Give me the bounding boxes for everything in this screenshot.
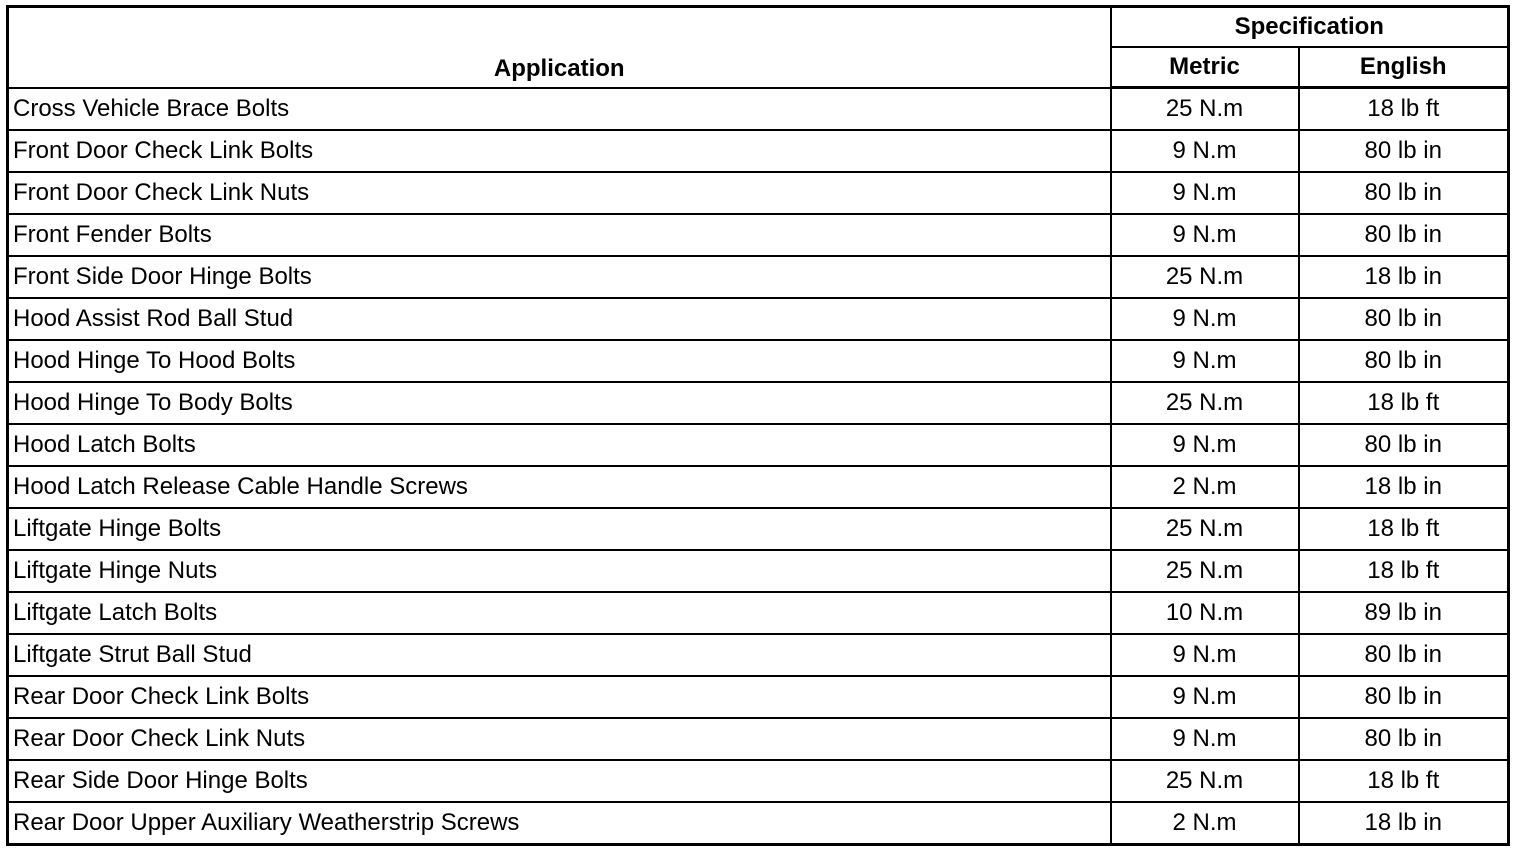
english-torque-cell: 18 lb in (1299, 802, 1509, 845)
application-cell: Rear Door Check Link Bolts (8, 676, 1111, 718)
metric-torque-cell: 25 N.m (1111, 382, 1299, 424)
table-row (8, 298, 1509, 340)
metric-torque-cell: 9 N.m (1111, 634, 1299, 676)
application-cell: Front Side Door Hinge Bolts (8, 256, 1111, 298)
english-torque-cell: 80 lb in (1299, 214, 1509, 256)
application-cell: Hood Hinge To Hood Bolts (8, 340, 1111, 382)
table-row (8, 424, 1509, 466)
metric-torque-cell: 9 N.m (1111, 172, 1299, 214)
metric-torque-cell: 9 N.m (1111, 424, 1299, 466)
application-cell: Hood Assist Rod Ball Stud (8, 298, 1111, 340)
application-cell: Hood Latch Release Cable Handle Screws (8, 466, 1111, 508)
table-header (8, 7, 1509, 88)
metric-torque-cell: 10 N.m (1111, 592, 1299, 634)
application-cell: Liftgate Strut Ball Stud (8, 634, 1111, 676)
metric-torque-cell: 2 N.m (1111, 466, 1299, 508)
application-cell: Rear Door Upper Auxiliary Weatherstrip Screws (8, 802, 1111, 845)
metric-torque-cell: 9 N.m (1111, 676, 1299, 718)
table-row (8, 172, 1509, 214)
english-torque-cell: 18 lb ft (1299, 550, 1509, 592)
table-row (8, 550, 1509, 592)
application-cell: Rear Side Door Hinge Bolts (8, 760, 1111, 802)
metric-torque-cell: 2 N.m (1111, 802, 1299, 845)
metric-torque-cell: 9 N.m (1111, 340, 1299, 382)
table-row (8, 382, 1509, 424)
table-row (8, 676, 1509, 718)
application-column-header: Application (8, 7, 1111, 88)
english-torque-cell: 80 lb in (1299, 718, 1509, 760)
table-row (8, 214, 1509, 256)
english-torque-cell: 80 lb in (1299, 424, 1509, 466)
metric-torque-cell: 25 N.m (1111, 256, 1299, 298)
header-row-top (8, 7, 1509, 48)
metric-torque-cell: 9 N.m (1111, 718, 1299, 760)
table-row (8, 508, 1509, 550)
table-body (8, 88, 1509, 845)
english-torque-cell: 18 lb in (1299, 256, 1509, 298)
table-row (8, 802, 1509, 845)
metric-torque-cell: 9 N.m (1111, 298, 1299, 340)
table-row (8, 634, 1509, 676)
english-torque-cell: 18 lb ft (1299, 508, 1509, 550)
application-cell: Front Door Check Link Nuts (8, 172, 1111, 214)
english-torque-cell: 80 lb in (1299, 172, 1509, 214)
metric-torque-cell: 9 N.m (1111, 214, 1299, 256)
application-cell: Liftgate Hinge Bolts (8, 508, 1111, 550)
application-cell: Liftgate Hinge Nuts (8, 550, 1111, 592)
application-cell: Cross Vehicle Brace Bolts (8, 88, 1111, 131)
english-torque-cell: 80 lb in (1299, 634, 1509, 676)
metric-column-header: Metric (1111, 47, 1299, 88)
english-torque-cell: 89 lb in (1299, 592, 1509, 634)
english-torque-cell: 18 lb in (1299, 466, 1509, 508)
table-row (8, 718, 1509, 760)
application-cell: Front Door Check Link Bolts (8, 130, 1111, 172)
english-torque-cell: 18 lb ft (1299, 760, 1509, 802)
english-column-header: English (1299, 47, 1509, 88)
metric-torque-cell: 9 N.m (1111, 130, 1299, 172)
metric-torque-cell: 25 N.m (1111, 550, 1299, 592)
table-row (8, 592, 1509, 634)
english-torque-cell: 80 lb in (1299, 298, 1509, 340)
table-row (8, 760, 1509, 802)
table-row (8, 466, 1509, 508)
application-cell: Liftgate Latch Bolts (8, 592, 1111, 634)
table-row (8, 256, 1509, 298)
metric-torque-cell: 25 N.m (1111, 88, 1299, 131)
specification-group-header: Specification (1111, 7, 1509, 48)
table-row (8, 340, 1509, 382)
application-cell: Hood Latch Bolts (8, 424, 1111, 466)
table-row (8, 88, 1509, 131)
fastener-torque-spec-table (6, 5, 1510, 846)
english-torque-cell: 80 lb in (1299, 676, 1509, 718)
english-torque-cell: 18 lb ft (1299, 382, 1509, 424)
metric-torque-cell: 25 N.m (1111, 508, 1299, 550)
application-cell: Rear Door Check Link Nuts (8, 718, 1111, 760)
table-row (8, 130, 1509, 172)
metric-torque-cell: 25 N.m (1111, 760, 1299, 802)
application-cell: Hood Hinge To Body Bolts (8, 382, 1111, 424)
english-torque-cell: 80 lb in (1299, 130, 1509, 172)
application-cell: Front Fender Bolts (8, 214, 1111, 256)
english-torque-cell: 18 lb ft (1299, 88, 1509, 131)
english-torque-cell: 80 lb in (1299, 340, 1509, 382)
